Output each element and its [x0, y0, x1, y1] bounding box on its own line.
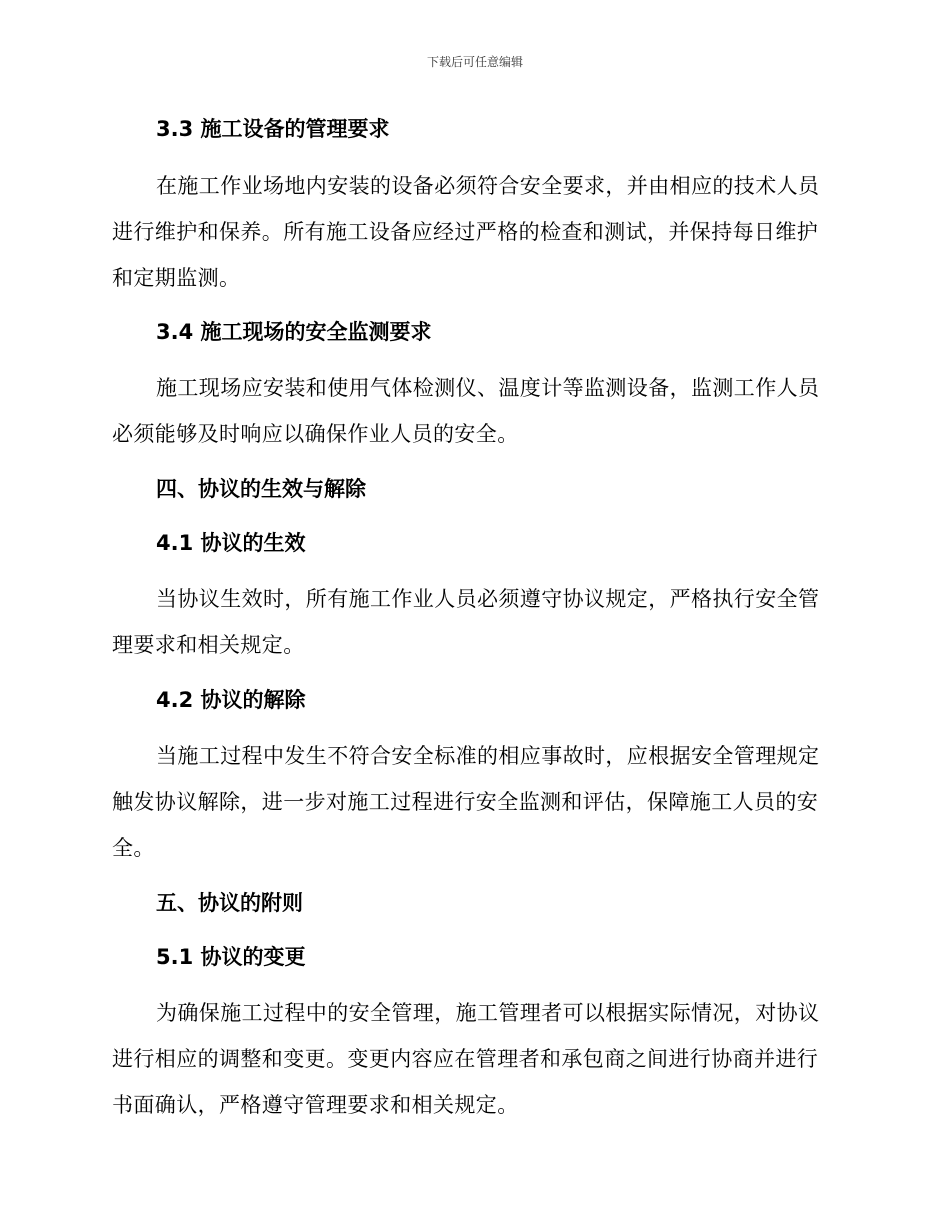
chapter-heading-5: 五、协议的附则	[156, 891, 303, 915]
document-body	[112, 112, 832, 1128]
paragraph-5-1	[112, 990, 832, 1128]
paragraph-line: 当施工过程中发生不符合安全标准的相应事故时，应根据安全管理规定	[156, 744, 820, 768]
section-heading-5-1: 5.1 协议的变更	[156, 945, 306, 969]
paragraph-line: 理要求和相关规定。	[112, 633, 305, 657]
paragraph-3-4	[112, 365, 832, 457]
paragraph-4-1	[112, 576, 832, 668]
paragraph-line: 当协议生效时，所有施工作业人员必须遵守协议规定，严格执行安全管	[156, 587, 820, 611]
paragraph-line: 必须能够及时响应以确保作业人员的安全。	[112, 422, 519, 446]
paragraph-line: 进行维护和保养。所有施工设备应经过严格的检查和测试，并保持每日维护	[112, 220, 819, 244]
section-heading-4-2: 4.2 协议的解除	[156, 688, 306, 712]
paragraph-3-3	[112, 163, 832, 301]
paragraph-line: 在施工作业场地内安装的设备必须符合安全要求，并由相应的技术人员	[156, 174, 820, 198]
section-heading-3-3: 3.3 施工设备的管理要求	[156, 117, 390, 141]
paragraph-line: 全。	[112, 836, 155, 860]
paragraph-line: 书面确认，严格遵守管理要求和相关规定。	[112, 1093, 519, 1117]
page-header: 下载后可任意编辑	[426, 55, 523, 69]
paragraph-line: 为确保施工过程中的安全管理，施工管理者可以根据实际情况，对协议	[156, 1001, 820, 1025]
section-heading-4-1: 4.1 协议的生效	[156, 531, 306, 555]
paragraph-line: 触发协议解除，进一步对施工过程进行安全监测和评估，保障施工人员的安	[112, 790, 819, 814]
paragraph-4-2	[112, 733, 832, 871]
paragraph-line: 施工现场应安装和使用气体检测仪、温度计等监测设备，监测工作人员	[156, 376, 820, 400]
section-heading-3-4: 3.4 施工现场的安全监测要求	[156, 320, 432, 344]
paragraph-line: 进行相应的调整和变更。变更内容应在管理者和承包商之间进行协商并进行	[112, 1047, 819, 1071]
chapter-heading-4: 四、协议的生效与解除	[156, 477, 366, 501]
paragraph-line: 和定期监测。	[112, 266, 241, 290]
